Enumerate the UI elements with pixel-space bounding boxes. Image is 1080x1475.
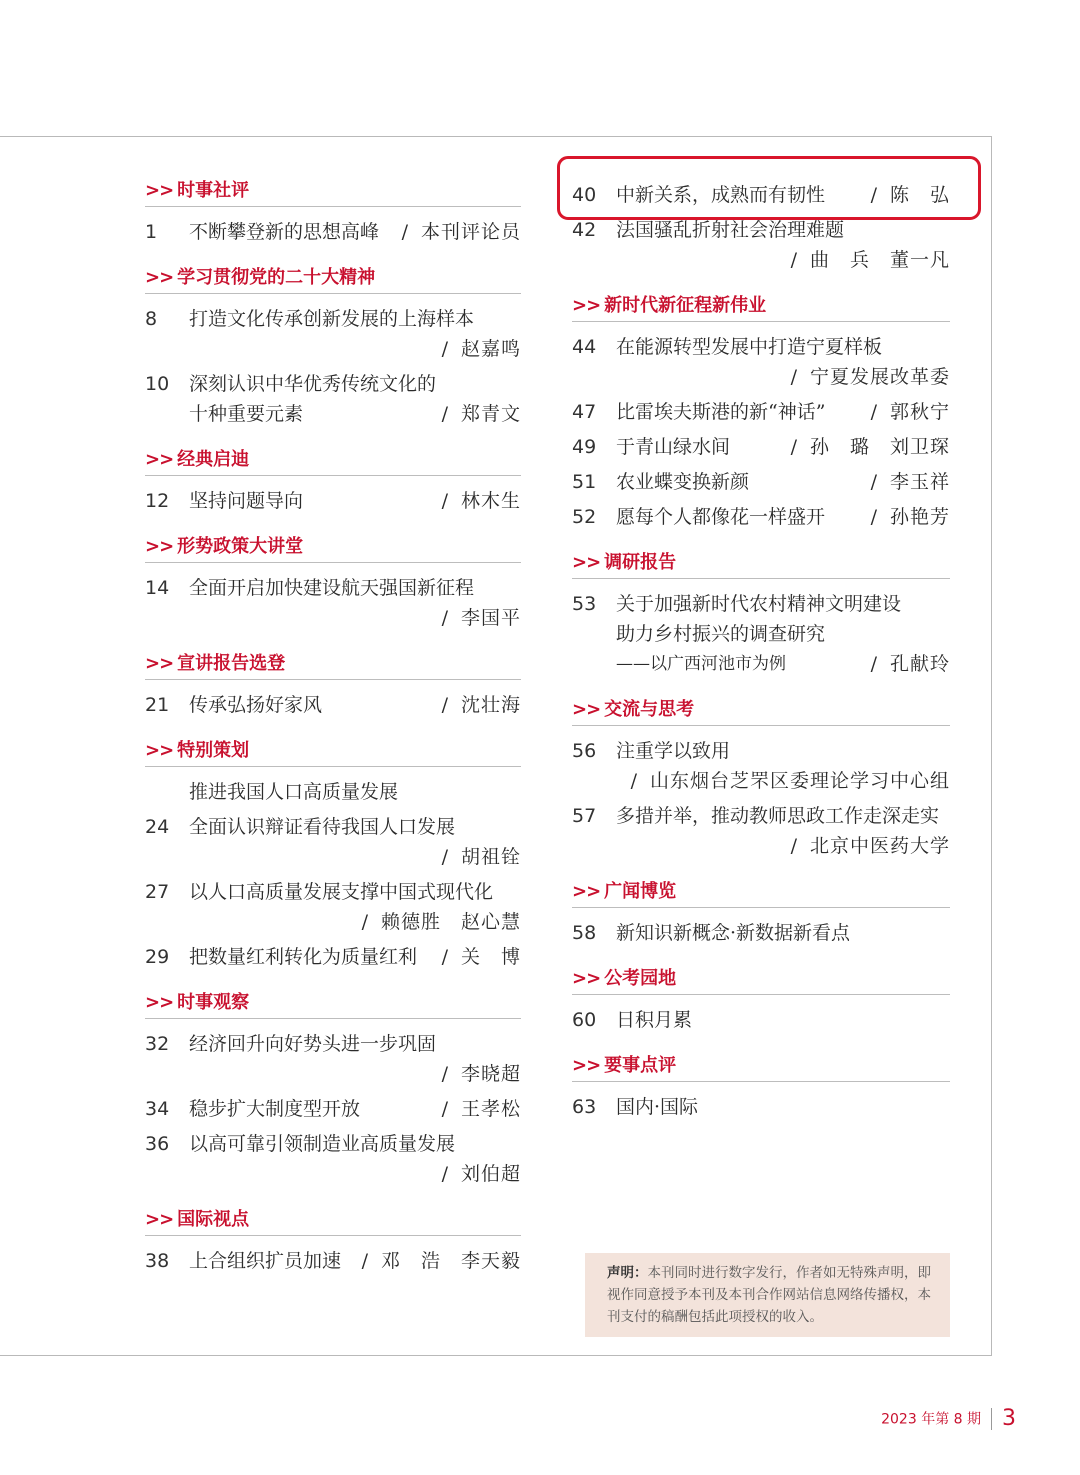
section-heading — [145, 449, 521, 476]
page-number-label: 1 — [145, 221, 158, 243]
page-number-label: 32 — [145, 1033, 170, 1055]
section-title: 公考园地 — [604, 968, 677, 989]
article-title: 在能源转型发展中打造宁夏样板 — [616, 336, 883, 358]
toc-section — [572, 881, 950, 948]
double-chevron-icon: >> — [572, 552, 601, 573]
author-name: 林木生 — [460, 490, 521, 512]
page-number-label: 49 — [572, 436, 597, 458]
article-author — [791, 245, 950, 275]
article-author — [442, 399, 521, 429]
double-chevron-icon: >> — [145, 1209, 174, 1230]
article-author — [442, 690, 521, 720]
section-title: 形势政策大讲堂 — [177, 536, 304, 557]
author-separator: / — [441, 403, 449, 425]
author-separator: / — [441, 846, 449, 868]
section-title: 国际视点 — [177, 1209, 250, 1230]
author-name: 赵嘉鸣 — [460, 338, 521, 360]
toc-entry[interactable] — [572, 502, 950, 532]
toc-entry[interactable] — [572, 801, 950, 861]
toc-entry[interactable] — [145, 690, 521, 720]
section-heading — [145, 740, 521, 767]
page-number-label: 47 — [572, 401, 597, 423]
double-chevron-icon: >> — [572, 699, 601, 720]
article-title: 全面开启加快建设航天强国新征程 — [189, 577, 475, 599]
article-title: 中新关系，成熟而有韧性 — [616, 184, 826, 206]
author-separator: / — [401, 221, 409, 243]
article-title: 多措并举，推动教师思政工作走深走实 — [616, 805, 940, 827]
page-number: 3 — [1002, 1406, 1016, 1431]
author-separator: / — [441, 1098, 449, 1120]
toc-entry[interactable] — [145, 942, 521, 972]
author-separator: / — [441, 694, 449, 716]
double-chevron-icon: >> — [572, 295, 601, 316]
article-title: 农业蝶变换新颜 — [616, 471, 750, 493]
highlight-box — [557, 156, 981, 220]
article-title: 以人口高质量发展支撑中国式现代化 — [189, 881, 494, 903]
section-heading — [145, 992, 521, 1019]
article-title: 传承弘扬好家风 — [189, 694, 323, 716]
page-number-label: 8 — [145, 308, 158, 330]
author-separator: / — [441, 1163, 449, 1185]
double-chevron-icon: >> — [145, 536, 174, 557]
toc-section — [145, 180, 521, 247]
double-chevron-icon: >> — [145, 740, 174, 761]
author-name: 王孝松 — [460, 1098, 521, 1120]
author-separator: / — [361, 911, 369, 933]
toc-section — [145, 653, 521, 720]
author-name: 赖德胜 赵心慧 — [380, 911, 521, 933]
article-author — [442, 842, 521, 872]
section-heading — [572, 552, 950, 579]
article-title: 国内·国际 — [616, 1096, 699, 1118]
article-author — [442, 1159, 521, 1189]
section-title: 时事观察 — [177, 992, 250, 1013]
author-separator: / — [790, 835, 798, 857]
article-author — [791, 831, 950, 861]
page-number-label: 63 — [572, 1096, 597, 1118]
toc-entry[interactable] — [572, 397, 950, 427]
toc-entry[interactable] — [145, 1246, 521, 1276]
article-author — [871, 467, 950, 497]
page-number-label: 60 — [572, 1009, 597, 1031]
author-name: 郭秋宁 — [889, 401, 950, 423]
article-author — [362, 1246, 521, 1276]
article-author — [442, 1094, 521, 1124]
article-author — [362, 907, 521, 937]
toc-entry[interactable] — [145, 217, 521, 247]
article-title: 推进我国人口高质量发展 — [189, 781, 399, 803]
toc-section — [572, 1055, 950, 1122]
article-title: 经济回升向好势头进一步巩固 — [189, 1033, 437, 1055]
toc-section — [145, 1209, 521, 1276]
toc-section — [572, 295, 950, 532]
author-separator: / — [441, 946, 449, 968]
article-title: 关于加强新时代农村精神文明建设 — [616, 593, 902, 615]
page-number-label: 21 — [145, 694, 170, 716]
section-heading — [572, 881, 950, 908]
author-separator: / — [870, 401, 878, 423]
double-chevron-icon: >> — [145, 992, 174, 1013]
section-title: 特别策划 — [177, 740, 250, 761]
author-name: 本刊评论员 — [420, 221, 521, 243]
page-number-label: 58 — [572, 922, 597, 944]
toc-entry[interactable] — [145, 369, 521, 429]
double-chevron-icon: >> — [145, 653, 174, 674]
toc-entry[interactable] — [145, 1129, 521, 1189]
section-heading — [145, 536, 521, 563]
section-heading — [572, 699, 950, 726]
toc-entry[interactable] — [145, 777, 521, 807]
section-heading — [572, 295, 950, 322]
article-author — [871, 502, 950, 532]
author-name: 胡祖铨 — [460, 846, 521, 868]
double-chevron-icon: >> — [572, 881, 601, 902]
section-title: 学习贯彻党的二十大精神 — [177, 267, 376, 288]
article-author — [871, 649, 950, 679]
notice-text: 本刊同时进行数字发行，作者如无特殊声明，即视作同意授予本刊及本刊合作网站信息网络传播权，本刊支付的稿酬包括此项授权的收入。 — [607, 1265, 931, 1325]
toc-entry[interactable] — [572, 918, 950, 948]
toc-entry[interactable] — [572, 589, 950, 679]
page-number-label: 34 — [145, 1098, 170, 1120]
author-name: 李晓超 — [460, 1063, 521, 1085]
author-separator: / — [441, 1063, 449, 1085]
page-number-label: 57 — [572, 805, 597, 827]
author-name: 邓 浩 李天毅 — [380, 1250, 521, 1272]
author-name: 沈壮海 — [460, 694, 521, 716]
article-title: 以高可靠引领制造业高质量发展 — [189, 1133, 456, 1155]
page-number-label: 40 — [572, 184, 597, 206]
toc-section — [145, 449, 521, 516]
article-title: 日积月累 — [616, 1009, 693, 1031]
footer-divider — [991, 1408, 992, 1430]
section-title: 经典启迪 — [177, 449, 250, 470]
article-title: 助力乡村振兴的调查研究 — [616, 623, 826, 645]
article-title: 深刻认识中华优秀传统文化的 — [189, 373, 437, 395]
toc-entry[interactable] — [145, 812, 521, 872]
article-title: 把数量红利转化为质量红利 — [189, 946, 418, 968]
page-number-label: 51 — [572, 471, 597, 493]
issue-label: 2023 年第 8 期 — [881, 1411, 981, 1428]
article-title: 比雷埃夫斯港的新“神话” — [616, 401, 826, 423]
author-name: 李玉祥 — [889, 471, 950, 493]
article-title: 稳步扩大制度型开放 — [189, 1098, 361, 1120]
page-number-label: 12 — [145, 490, 170, 512]
author-name: 北京中医药大学 — [809, 835, 950, 857]
toc-entry[interactable] — [572, 1092, 950, 1122]
section-title: 要事点评 — [604, 1055, 677, 1076]
page-number-label: 14 — [145, 577, 170, 599]
article-title: 十种重要元素 — [189, 403, 304, 425]
section-title: 新时代新征程新伟业 — [604, 295, 767, 316]
toc-entry[interactable] — [145, 573, 521, 633]
page-number-label: 53 — [572, 593, 597, 615]
toc-entry[interactable] — [572, 1005, 950, 1035]
double-chevron-icon: >> — [572, 1055, 601, 1076]
author-separator: / — [441, 490, 449, 512]
article-author — [442, 1059, 521, 1089]
author-name: 山东烟台芝罘区委理论学习中心组 — [649, 770, 950, 792]
toc-section — [572, 552, 950, 679]
toc-left-column — [145, 180, 521, 1281]
page-footer — [881, 1406, 1016, 1431]
author-separator: / — [870, 184, 878, 206]
article-title: 打造文化传承创新发展的上海样本 — [189, 308, 475, 330]
toc-section — [572, 968, 950, 1035]
page-number-label: 38 — [145, 1250, 170, 1272]
article-author — [402, 217, 521, 247]
toc-entry[interactable] — [145, 1029, 521, 1089]
author-separator: / — [870, 653, 878, 675]
double-chevron-icon: >> — [145, 267, 174, 288]
author-name: 孙艳芳 — [889, 506, 950, 528]
copyright-notice — [585, 1253, 950, 1337]
author-name: 宁夏发展改革委 — [809, 366, 950, 388]
toc-section — [572, 699, 950, 861]
double-chevron-icon: >> — [572, 968, 601, 989]
article-title: ——以广西河池市为例 — [616, 654, 786, 674]
section-title: 调研报告 — [604, 552, 677, 573]
article-author — [442, 334, 521, 364]
page-number-label: 29 — [145, 946, 170, 968]
article-title: 全面认识辩证看待我国人口发展 — [189, 816, 456, 838]
section-heading — [145, 1209, 521, 1236]
author-separator: / — [630, 770, 638, 792]
page-number-label: 27 — [145, 881, 170, 903]
section-title: 交流与思考 — [604, 699, 695, 720]
page-number-label: 44 — [572, 336, 597, 358]
article-title: 不断攀登新的思想高峰 — [189, 221, 380, 243]
double-chevron-icon: >> — [145, 449, 174, 470]
author-name: 关 博 — [460, 946, 521, 968]
page-number-label: 36 — [145, 1133, 170, 1155]
article-author — [631, 766, 950, 796]
article-title: 愿每个人都像花一样盛开 — [616, 506, 826, 528]
author-separator: / — [441, 607, 449, 629]
toc-entry[interactable] — [572, 332, 950, 392]
article-author — [791, 362, 950, 392]
author-separator: / — [790, 436, 798, 458]
author-separator: / — [870, 506, 878, 528]
toc-entry[interactable] — [572, 432, 950, 462]
author-separator: / — [870, 471, 878, 493]
article-title: 注重学以致用 — [616, 740, 731, 762]
toc-section — [145, 267, 521, 429]
section-heading — [145, 180, 521, 207]
article-title: 于青山绿水间 — [616, 436, 731, 458]
toc-entry[interactable] — [572, 467, 950, 497]
author-separator: / — [790, 366, 798, 388]
toc-entry[interactable] — [572, 736, 950, 796]
section-heading — [572, 1055, 950, 1082]
double-chevron-icon: >> — [145, 180, 174, 201]
author-separator: / — [790, 249, 798, 271]
author-name: 孙 璐 刘卫琛 — [809, 436, 950, 458]
toc-entry[interactable] — [145, 304, 521, 364]
page-number-label: 10 — [145, 373, 170, 395]
article-author — [442, 603, 521, 633]
toc-entry[interactable] — [572, 215, 950, 275]
author-name: 曲 兵 董一凡 — [809, 249, 950, 271]
article-author — [442, 942, 521, 972]
toc-section — [145, 740, 521, 972]
toc-section — [145, 992, 521, 1189]
section-heading — [145, 267, 521, 294]
author-name: 孔献玲 — [889, 653, 950, 675]
section-heading — [572, 968, 950, 995]
section-title: 广闻博览 — [604, 881, 677, 902]
toc-entry[interactable] — [145, 877, 521, 937]
notice-label: 声明： — [607, 1265, 648, 1281]
page-number-label: 56 — [572, 740, 597, 762]
section-title: 宣讲报告选登 — [177, 653, 286, 674]
author-separator: / — [441, 338, 449, 360]
page-number-label: 52 — [572, 506, 597, 528]
toc-right-column — [572, 180, 950, 1127]
author-separator: / — [361, 1250, 369, 1272]
article-author — [871, 397, 950, 427]
article-title: 新知识新概念·新数据新看点 — [616, 922, 851, 944]
article-title: 法国骚乱折射社会治理难题 — [616, 219, 845, 241]
author-name: 陈 弘 — [889, 184, 950, 206]
author-name: 郑青文 — [460, 403, 521, 425]
section-title: 时事社评 — [177, 180, 250, 201]
author-name: 李国平 — [460, 607, 521, 629]
article-title: 坚持问题导向 — [189, 490, 304, 512]
section-heading — [145, 653, 521, 680]
page-number-label: 42 — [572, 219, 597, 241]
author-name: 刘伯超 — [460, 1163, 521, 1185]
page-number-label: 24 — [145, 816, 170, 838]
article-author — [442, 486, 521, 516]
article-author — [791, 432, 950, 462]
article-title: 上合组织扩员加速 — [189, 1250, 342, 1272]
toc-section — [145, 536, 521, 633]
toc-entry[interactable] — [145, 486, 521, 516]
toc-entry[interactable] — [145, 1094, 521, 1124]
